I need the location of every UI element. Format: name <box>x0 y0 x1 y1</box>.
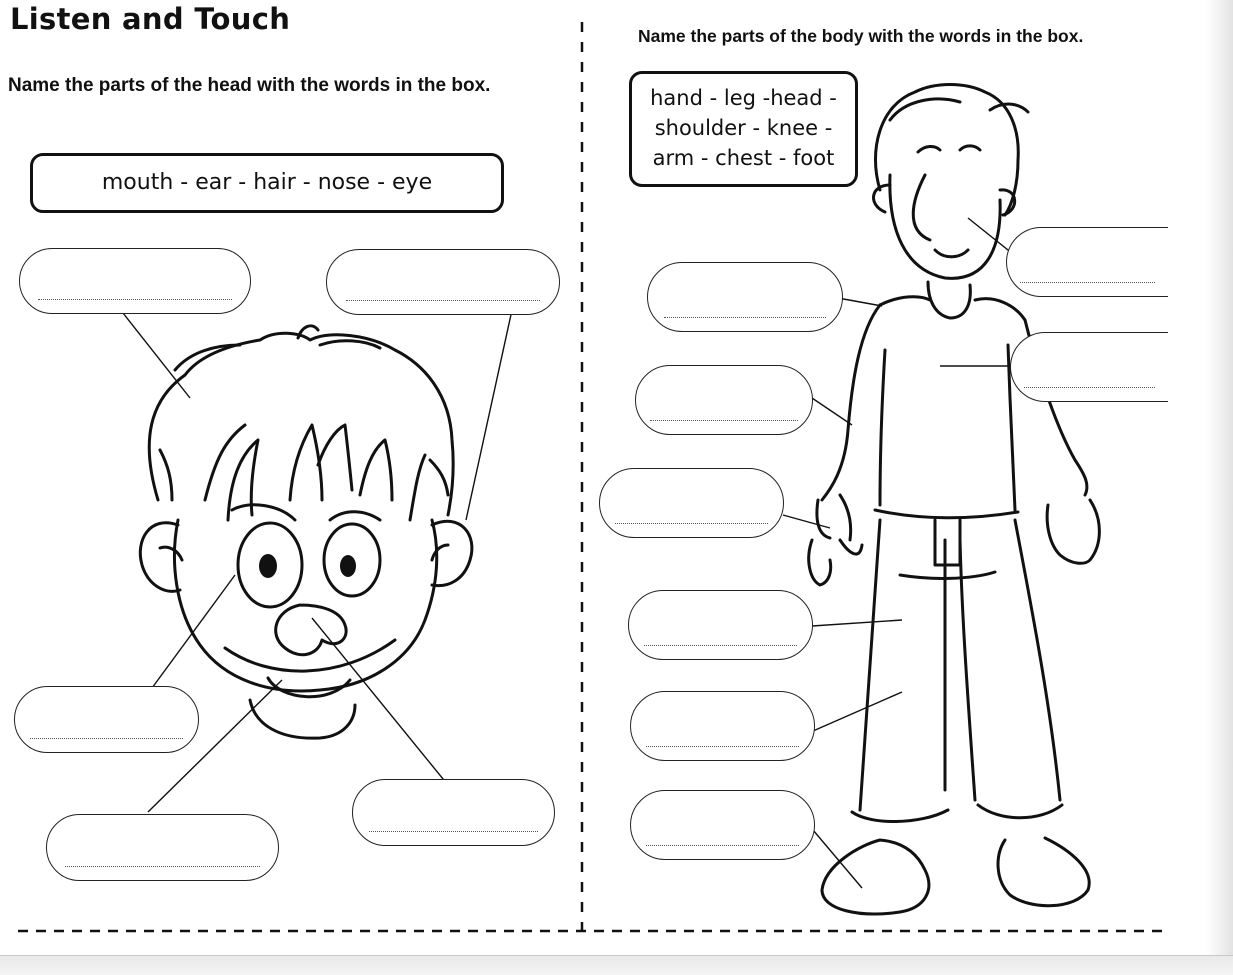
cartoon-head-drawing <box>140 326 472 738</box>
cartoon-head-pupils <box>259 554 356 578</box>
head-answer-box-hair[interactable] <box>19 248 251 314</box>
body-answer-box-head[interactable] <box>1006 227 1168 297</box>
body-answer-box-arm[interactable] <box>635 365 813 435</box>
head-instruction: Name the parts of the head with the words in the box. <box>8 75 491 96</box>
head-answer-box-nose[interactable] <box>352 779 555 846</box>
cartoon-body-drawing <box>809 85 1100 914</box>
head-answer-box-eye[interactable] <box>14 686 199 753</box>
worksheet-title: Listen and Touch <box>10 2 291 36</box>
body-answer-box-chest[interactable] <box>1010 332 1168 402</box>
body-answer-box-shoulder[interactable] <box>647 262 843 332</box>
head-word-box: mouth - ear - hair - nose - eye <box>30 153 504 213</box>
body-instruction: Name the parts of the body with the words in the box. <box>638 26 1084 46</box>
body-word-box-line-1: hand - leg -head - <box>650 86 837 110</box>
body-answer-box-knee[interactable] <box>628 590 813 660</box>
body-word-box-line-2: shoulder - knee - <box>654 116 833 140</box>
head-answer-box-mouth[interactable] <box>46 814 279 881</box>
head-answer-box-ear[interactable] <box>326 249 560 315</box>
body-answer-box-hand[interactable] <box>599 468 784 538</box>
body-answer-box-leg[interactable] <box>630 691 815 761</box>
body-word-box-line-3: arm - chest - foot <box>652 146 835 170</box>
body-answer-box-foot[interactable] <box>630 790 815 860</box>
